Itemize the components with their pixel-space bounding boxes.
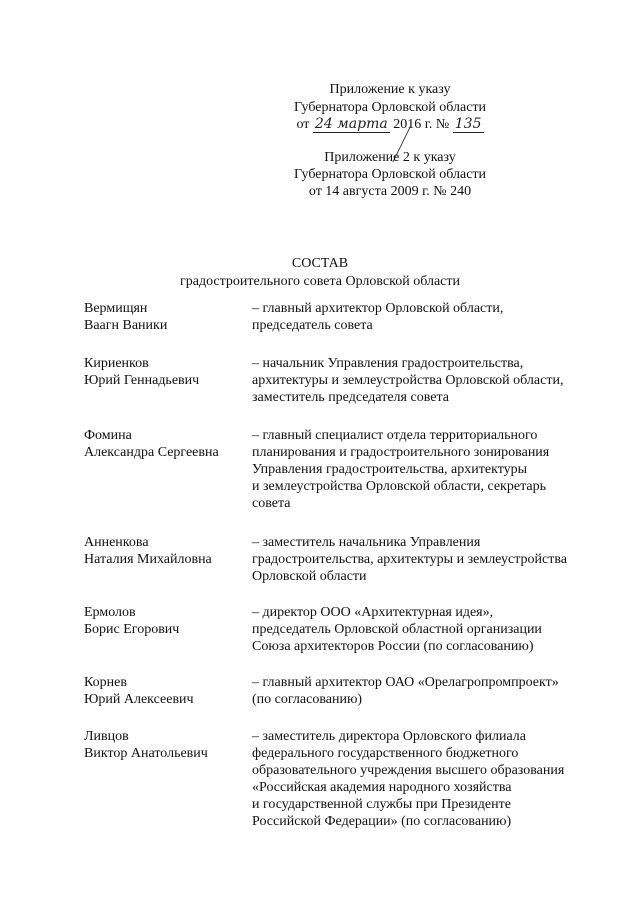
member-role: – заместитель начальника Управления градостроительства, архитектуры и землеустройства Орловской области <box>252 535 568 584</box>
app2-line-1: Приложение 2 к указу <box>324 150 456 165</box>
app2-line-2: Губернатора Орловской области <box>293 167 487 182</box>
list-item <box>84 300 604 340</box>
date-suffix: 2016 г. № <box>393 117 450 132</box>
member-role: – начальник Управления градостроительства, архитектуры и землеустройства Орловской области, заместитель председателя совета <box>252 356 564 405</box>
member-role: – главный специалист отдела территориального планирования и градостроительного зонирования Управления градостроительства, архитектуры и землеустройства Орловской области, секретарь совета <box>252 428 550 511</box>
date-prefix: от <box>296 117 310 132</box>
member-name: Кириенков Юрий Геннадьевич <box>84 356 200 388</box>
list-item <box>84 604 604 660</box>
list-item <box>84 674 604 714</box>
member-name: Корнев Юрий Алексеевич <box>84 675 194 707</box>
doc-title: СОСТАВ <box>291 256 349 271</box>
handwritten-number: 135 <box>454 116 482 132</box>
list-item <box>84 534 604 590</box>
handwritten-date: 24 марта <box>314 116 388 132</box>
member-name: Ермолов Борис Егорович <box>84 605 180 637</box>
member-name: Анненкова Наталия Михайловна <box>84 535 212 567</box>
list-item <box>84 728 604 834</box>
list-item <box>84 427 604 517</box>
header-line-2: Губернатора Орловской области <box>293 100 487 115</box>
member-role: – главный архитектор ОАО «Орелагропромпроект» (по согласованию) <box>252 675 559 707</box>
header-line-3 <box>150 116 630 133</box>
member-role: – заместитель директора Орловского филиала федерального государственного бюджетного образовательного учреждения высшего образования «Российская академия народного хозяйства и государственной службы при Президенте Российской Федерации» (по согласованию) <box>252 729 565 829</box>
member-name: Фомина Александра Сергеевна <box>84 428 219 460</box>
member-role: – главный архитектор Орловской области, председатель совета <box>252 301 504 333</box>
member-name: Ливцов Виктор Анатольевич <box>84 729 208 761</box>
doc-subtitle: градостроительного совета Орловской области <box>179 274 460 289</box>
app2-line-3: от 14 августа 2009 г. № 240 <box>308 184 472 199</box>
member-name: Вермищян Ваагн Ваники <box>84 301 168 333</box>
header-line-1: Приложение к указу <box>329 82 451 97</box>
list-item <box>84 355 604 411</box>
member-role: – директор ООО «Архитектурная идея», председатель Орловской областной организации Союза архитекторов России (по согласованию) <box>252 605 542 654</box>
